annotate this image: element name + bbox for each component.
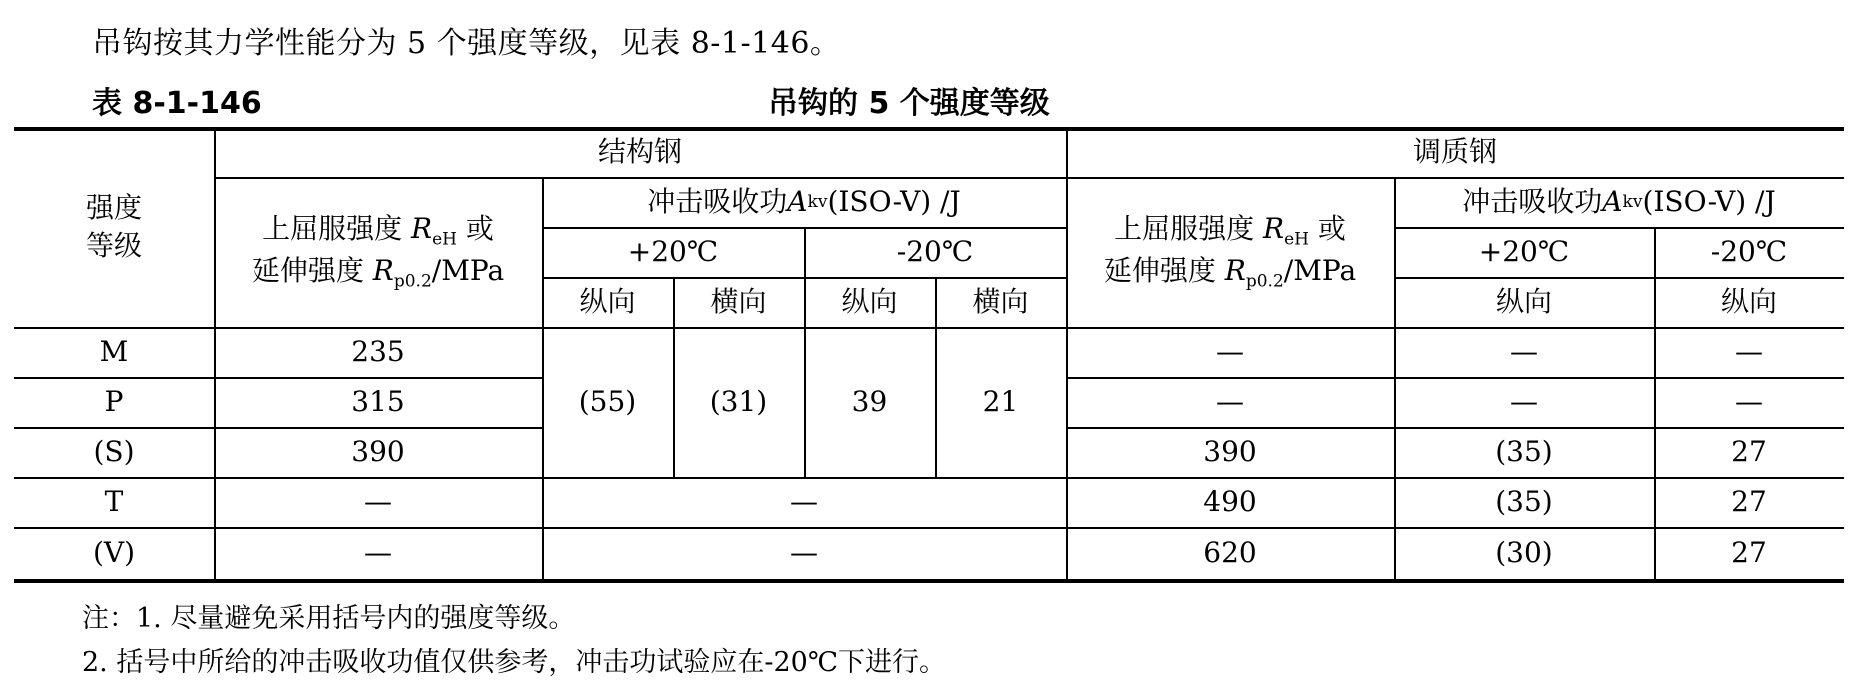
intro-text: 吊钩按其力学性能分为 5 个强度等级，见表 8-1-146。 (92, 26, 841, 61)
cell-qt-minus20-long: — (1735, 335, 1763, 369)
cell-qt-minus20-long: — (1735, 385, 1763, 419)
header-s-minus20-long: 纵向 (841, 285, 898, 319)
header-grade-line2: 等级 (85, 229, 142, 262)
cell-qt-yield: 390 (1203, 435, 1257, 469)
table-title: 吊钩的 5 个强度等级 (768, 86, 1050, 121)
cell-impact-minus20-trans: 21 (982, 385, 1019, 419)
note-2: 2. 括号中所给的冲击吸收功值仅供参考，冲击功试验应在-20℃下进行。 (82, 647, 947, 678)
cell-structural-impact: — (790, 485, 818, 519)
header-grade (14, 127, 214, 327)
header-s-minus20: -20℃ (896, 235, 974, 269)
cell-grade: T (104, 485, 124, 519)
table-bottom-rule (14, 579, 1844, 583)
header-structural-yield (214, 177, 542, 327)
cell-impact-plus20-long: (55) (578, 385, 637, 419)
cell-grade: P (104, 385, 124, 419)
header-s-plus20-long: 纵向 (579, 285, 636, 319)
yield-line1: 上屈服强度 $R_{eH}$ 或 (262, 212, 494, 251)
cell-qt-yield: — (1216, 335, 1244, 369)
cell-structural-impact: — (790, 536, 818, 570)
header-q-minus20: -20℃ (1710, 235, 1788, 269)
yield-line2: 延伸强度 $R_{p0.2}$/MPa (251, 254, 505, 292)
header-s-plus20: +20℃ (627, 235, 719, 269)
cell-impact-minus20-long: 39 (851, 385, 888, 419)
cell-impact-plus20-trans: (31) (709, 385, 768, 419)
cell-qt-plus20-long: — (1510, 385, 1538, 419)
header-grade-line1: 强度 (85, 191, 142, 225)
header-structural-steel: 结构钢 (597, 135, 682, 169)
cell-structural-yield: 315 (351, 385, 405, 419)
cell-qt-minus20-long: 27 (1731, 485, 1767, 519)
cell-grade: (S) (93, 435, 135, 469)
note-1: 注：1. 尽量避免采用括号内的强度等级。 (82, 603, 576, 634)
header-qt-steel: 调质钢 (1412, 135, 1497, 169)
cell-qt-plus20-long: (35) (1495, 435, 1553, 469)
cell-grade: M (99, 335, 129, 369)
strength-grade-table (14, 127, 1844, 583)
yield-line1: 上屈服强度 $R_{eH}$ 或 (1114, 212, 1346, 251)
header-s-plus20-trans: 横向 (710, 285, 767, 319)
cell-qt-yield: 620 (1203, 536, 1257, 570)
cell-qt-plus20-long: (35) (1495, 485, 1553, 519)
cell-qt-minus20-long: 27 (1731, 536, 1767, 570)
cell-qt-minus20-long: 27 (1731, 435, 1767, 469)
table-number: 表 8-1-146 (92, 86, 262, 121)
header-qt-impact: 冲击吸收功 A kv (ISO-V) /J (1462, 185, 1776, 219)
header-q-plus20-long: 纵向 (1495, 285, 1552, 319)
cell-structural-yield: 390 (351, 435, 405, 469)
header-s-minus20-trans: 横向 (972, 285, 1029, 319)
header-structural-impact: 冲击吸收功 A kv (ISO-V) /J (647, 185, 961, 219)
cell-structural-yield: — (364, 485, 392, 519)
cell-grade: (V) (92, 536, 136, 570)
cell-qt-yield: — (1216, 385, 1244, 419)
header-q-minus20-long: 纵向 (1720, 285, 1777, 319)
header-q-plus20: +20℃ (1478, 235, 1570, 269)
cell-qt-plus20-long: (30) (1495, 536, 1553, 570)
cell-qt-plus20-long: — (1510, 335, 1538, 369)
cell-qt-yield: 490 (1203, 485, 1257, 519)
cell-structural-yield: — (364, 536, 392, 570)
header-qt-yield (1066, 177, 1394, 327)
yield-line2: 延伸强度 $R_{p0.2}$/MPa (1103, 254, 1357, 292)
cell-structural-yield: 235 (351, 335, 405, 369)
